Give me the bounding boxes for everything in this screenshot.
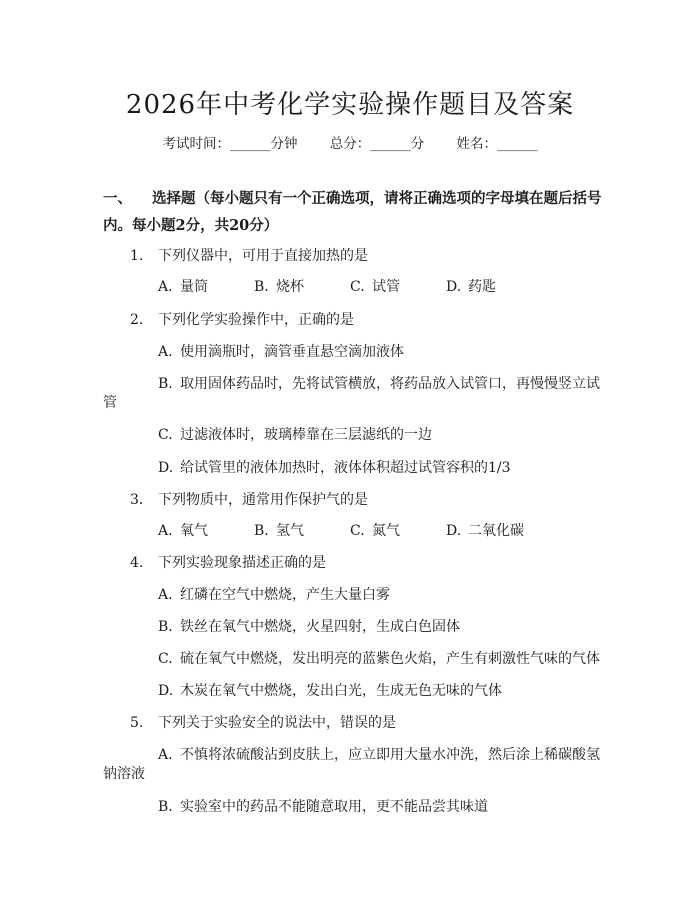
exam-time-field: 考试时间：______分钟 <box>162 136 298 152</box>
option-text: 铁丝在氧气中燃烧，火星四射，生成白色固体 <box>180 619 460 635</box>
option-letter: B. <box>158 799 173 815</box>
option-text: 试管 <box>372 279 400 295</box>
option-letter: D. <box>446 279 462 295</box>
option-text: 硫在氧气中燃烧，发出明亮的蓝紫色火焰，产生有刺激性气味的气体 <box>180 651 600 667</box>
option-d <box>446 276 542 296</box>
option-text: 氢气 <box>276 523 304 539</box>
option-text: 给试管里的液体加热时，液体体积超过试管容积的1/3 <box>180 460 511 476</box>
total-score-field: 总分：______分 <box>329 136 425 152</box>
option-c <box>350 520 446 540</box>
option-b <box>254 276 350 296</box>
option-letter: C. <box>158 427 173 443</box>
option-a <box>158 341 404 361</box>
option-text: 使用滴瓶时，滴管垂直悬空滴加液体 <box>180 344 404 360</box>
option-letter: B. <box>254 523 269 539</box>
question-5 <box>130 712 396 732</box>
option-letter: C. <box>350 279 365 295</box>
option-letter: C. <box>350 523 365 539</box>
question-number: 4. <box>130 555 144 571</box>
question-1-options <box>158 276 542 296</box>
option-d <box>446 520 542 540</box>
exam-info-line <box>0 132 700 152</box>
question-stem: 下列实验现象描述正确的是 <box>158 555 326 571</box>
question-3-options <box>158 520 542 540</box>
option-b <box>254 520 350 540</box>
option-letter: D. <box>446 523 462 539</box>
option-letter: D. <box>158 460 174 476</box>
option-c <box>350 276 446 296</box>
option-d <box>158 457 511 477</box>
option-letter: A. <box>158 587 173 603</box>
question-4 <box>130 552 326 572</box>
option-text: 量筒 <box>180 279 208 295</box>
question-number: 5. <box>130 715 144 731</box>
option-letter: D. <box>158 683 174 699</box>
question-stem: 下列仪器中，可用于直接加热的是 <box>158 248 368 264</box>
option-a <box>158 584 390 604</box>
option-letter: A. <box>158 344 173 360</box>
question-stem: 下列关于实验安全的说法中，错误的是 <box>158 715 396 731</box>
option-b <box>158 796 488 816</box>
page-title: 2026年中考化学实验操作题目及答案 <box>125 90 575 120</box>
option-letter: B. <box>254 279 269 295</box>
question-stem: 下列化学实验操作中，正确的是 <box>158 312 354 328</box>
question-3 <box>130 489 368 509</box>
option-text: 木炭在氧气中燃烧，发出白光，生成无色无味的气体 <box>180 683 502 699</box>
option-letter: B. <box>158 376 173 392</box>
section-instructions: 选择题（每小题只有一个正确选项，请将正确选项的字母填在题后括号内。每小题2分，共20分） <box>103 190 602 234</box>
question-stem: 下列物质中，通常用作保护气的是 <box>158 492 368 508</box>
option-text: 二氧化碳 <box>468 523 524 539</box>
option-c <box>158 648 600 668</box>
question-number: 1. <box>130 248 144 264</box>
option-b-continuation: 管 <box>103 395 117 411</box>
option-c <box>158 424 432 444</box>
option-letter: A. <box>158 279 173 295</box>
option-text: 取用固体药品时，先将试管横放，将药品放入试管口，再慢慢竖立试 <box>180 376 600 392</box>
option-text: 药匙 <box>468 279 496 295</box>
option-text: 红磷在空气中燃烧，产生大量白雾 <box>180 587 390 603</box>
option-a <box>158 520 254 540</box>
option-text: 氮气 <box>372 523 400 539</box>
question-number: 3. <box>130 492 144 508</box>
section-heading <box>103 185 603 239</box>
student-name-field: 姓名：______ <box>456 136 538 152</box>
option-text: 过滤液体时，玻璃棒靠在三层滤纸的一边 <box>180 427 432 443</box>
option-d <box>158 680 502 700</box>
option-letter: A. <box>158 747 173 763</box>
section-number: 一、 <box>103 190 132 207</box>
question-2 <box>130 309 354 329</box>
option-text: 实验室中的药品不能随意取用，更不能品尝其味道 <box>180 799 488 815</box>
option-text: 不慎将浓硫酸沾到皮肤上，应立即用大量水冲洗，然后涂上稀碳酸氢 <box>180 747 600 763</box>
option-letter: A. <box>158 523 173 539</box>
option-text: 烧杯 <box>276 279 304 295</box>
option-a <box>158 744 600 764</box>
question-1 <box>130 245 368 265</box>
option-a-continuation: 钠溶液 <box>103 766 145 782</box>
question-number: 2. <box>130 312 144 328</box>
option-letter: B. <box>158 619 173 635</box>
option-b <box>158 373 600 393</box>
option-a <box>158 276 254 296</box>
option-b <box>158 616 460 636</box>
option-text: 氧气 <box>180 523 208 539</box>
option-letter: C. <box>158 651 173 667</box>
